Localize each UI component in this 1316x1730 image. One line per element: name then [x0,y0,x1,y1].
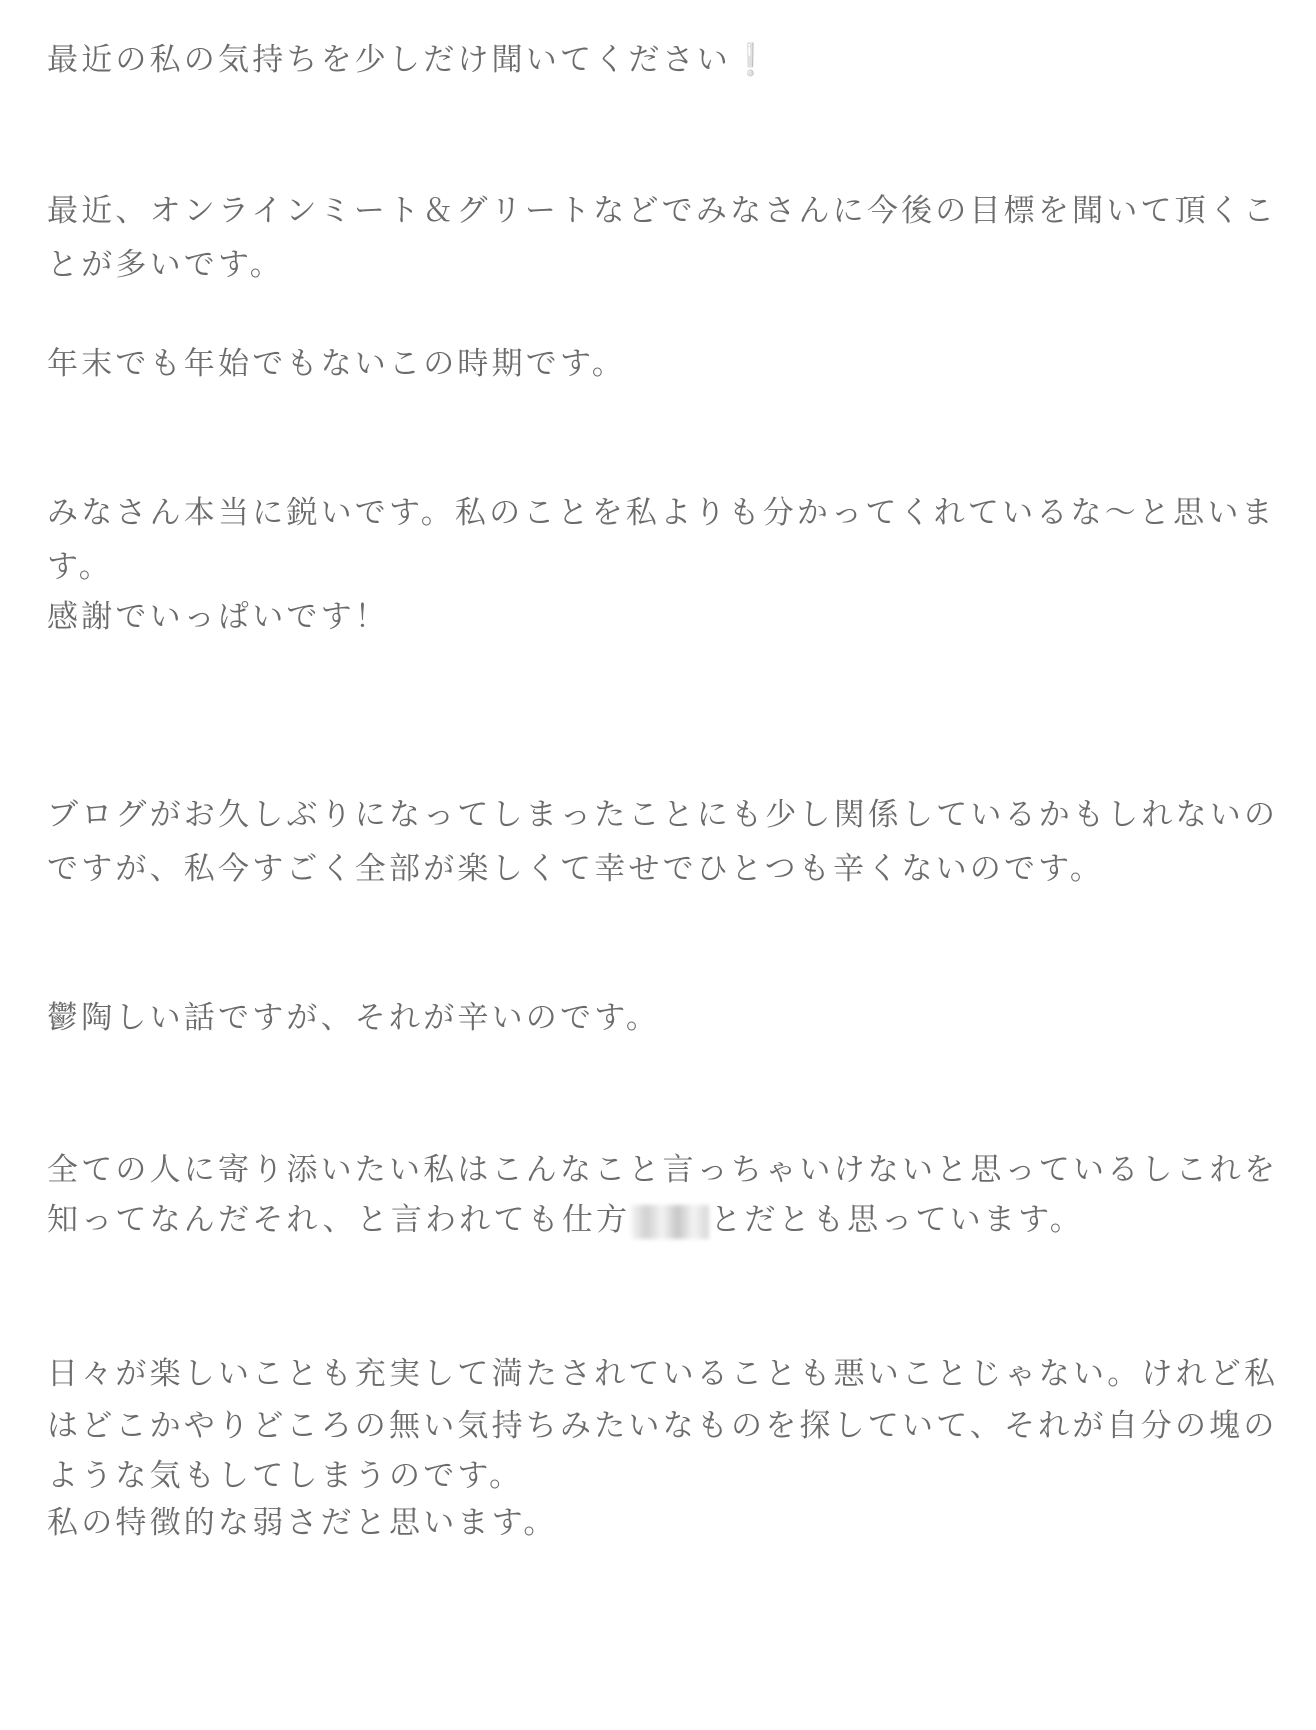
paragraph-7-line-3: ような気もしてしまうのです。 [47,1458,524,1494]
blurred-text [631,1205,709,1239]
paragraph-6-line-2 [47,1200,1084,1240]
paragraph-5: 鬱陶しい話ですが、それが辛いのです。 [47,1000,661,1036]
paragraph-1-line-1: 最近、オンラインミート＆グリートなどでみなさんに今後の目標を聞いて頂くこ [47,193,1278,229]
paragraph-6-text-b: とだとも思っています。 [710,1202,1084,1238]
paragraph-1-line-2: とが多いです。 [47,247,284,283]
intro-text: 最近の私の気持ちを少しだけ聞いてください [47,42,731,78]
paragraph-7-line-1: 日々が楽しいことも充実して満たされていることも悪いことじゃない。けれど私 [47,1356,1279,1392]
paragraph-3-line-2: す。 [47,549,113,585]
paragraph-7-line-2: はどこかやりどころの無い気持ちみたいなものを探していて、それが自分の塊の [47,1408,1278,1444]
paragraph-4-line-2: ですが、私今すごく全部が楽しくて幸せでひとつも辛くないのです。 [47,851,1105,887]
paragraph-3-line-1: みなさん本当に鋭いです。私のことを私よりも分かってくれているな〜と思いま [47,495,1276,531]
paragraph-3-line-3: 感謝でいっぱいです！ [47,599,389,635]
paragraph-6-line-1: 全ての人に寄り添いたい私はこんなこと言っちゃいけないと思っているしこれを [47,1152,1279,1188]
paragraph-2: 年末でも年始でもないこの時期です。 [47,346,626,382]
intro-line [47,40,773,80]
paragraph-4-line-1: ブログがお久しぶりになってしまったことにも少し関係しているかもしれないの [47,797,1279,833]
exclamation-icon: ❕ [731,42,773,78]
paragraph-6-text-a: 知ってなんだそれ、と言われても仕方 [47,1202,631,1238]
paragraph-7-line-4: 私の特徴的な弱さだと思います。 [47,1505,558,1541]
